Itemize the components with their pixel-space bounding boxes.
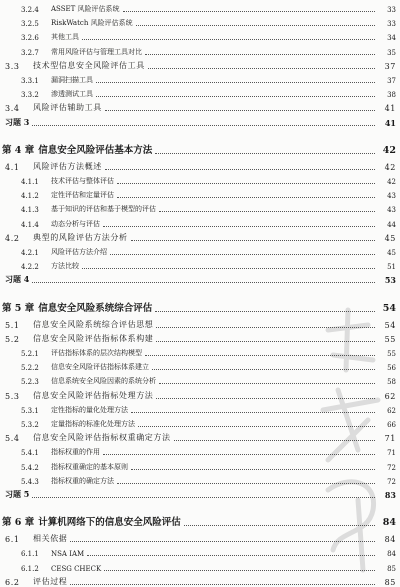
toc-page-number: 66 (387, 421, 396, 429)
toc-number: 4.2.1 (21, 249, 39, 257)
toc-page-number: 53 (384, 275, 396, 286)
toc-title: 信息安全风险系统综合评估思想 (33, 319, 154, 329)
toc-number: 3.3.2 (21, 91, 39, 100)
dot-leader (70, 540, 375, 542)
toc-subsection-entry (0, 45, 400, 57)
dot-leader (159, 210, 375, 212)
toc-page-number: 71 (384, 434, 396, 444)
toc-page-number: 34 (387, 34, 396, 43)
toc-page-number: 84 (387, 550, 396, 559)
toc-section-entry (0, 59, 400, 71)
toc-title: 定量指标的标准化处理方法 (51, 420, 135, 428)
toc-page-number: 33 (387, 20, 396, 29)
toc-page-number: 38 (387, 91, 396, 100)
toc-number: 5.4.3 (21, 477, 39, 486)
dot-leader (32, 281, 375, 283)
toc-subsection-entry (0, 87, 400, 99)
dot-leader (159, 382, 375, 384)
toc-title: 指标权重确定的基本原则 (51, 462, 128, 471)
toc-number: 第 5 章 (2, 302, 35, 314)
toc-number: 3.2.7 (21, 48, 39, 57)
toc-page-number: 43 (387, 192, 396, 201)
toc-title: 信息安全风险评估指标处理方法 (33, 390, 154, 400)
toc-title: ASSET 风险评估系统 (51, 5, 120, 13)
dot-leader (87, 554, 375, 556)
dot-leader (145, 354, 375, 356)
toc-page-number: 85 (384, 577, 396, 587)
dot-leader (156, 340, 375, 342)
toc-number: 5.3.2 (21, 421, 39, 429)
toc-title: 指标权重的确定方法 (51, 476, 114, 485)
toc-page-number: 51 (387, 263, 396, 272)
toc-title: 信息安全风险评估指标权重确定方法 (33, 433, 171, 443)
toc-title: 信息安全风险评估指标体系建立 (51, 363, 149, 372)
toc-title: 信息安全风险系统综合评估 (38, 302, 153, 314)
dot-leader (32, 124, 375, 126)
toc-page-number: 62 (387, 406, 396, 415)
dot-leader (148, 67, 375, 69)
toc-number: 5.2.1 (21, 350, 39, 358)
toc-title: NSA IAM (51, 550, 85, 559)
toc-subsection-entry (0, 417, 400, 429)
toc-page-number: 44 (387, 220, 396, 229)
toc-number: 5.2.2 (21, 364, 39, 373)
toc-number: 3.2.4 (21, 6, 39, 14)
toc-title: CESG CHECK (51, 564, 102, 573)
dot-leader (70, 583, 375, 585)
toc-page-number: 41 (384, 117, 396, 128)
toc-number: 6.2 (5, 577, 20, 587)
dot-leader (105, 109, 375, 111)
toc-subsection-entry (0, 346, 400, 358)
toc-subsection-entry (0, 546, 400, 558)
toc-number: 4.1.3 (21, 206, 39, 215)
toc-subsection-entry (0, 561, 400, 573)
toc-section-entry (0, 431, 400, 443)
dot-leader (105, 168, 375, 170)
dot-leader (131, 411, 375, 413)
toc-number: 第 6 章 (2, 517, 35, 529)
toc-title: 动态分析与评估 (51, 219, 100, 228)
toc-title: 信息安全风险评估指标体系构建 (33, 333, 154, 343)
dot-leader (82, 267, 375, 269)
toc-title: 相关依据 (33, 534, 68, 544)
toc-page-number: 33 (387, 6, 396, 14)
toc-number: 4.1.2 (21, 192, 39, 201)
toc-section-entry (0, 101, 400, 113)
toc-page-number: 54 (382, 302, 396, 314)
toc-page-number: 55 (384, 334, 396, 344)
toc-title: RiskWatch 风险评估系统 (51, 19, 133, 28)
toc-number: 习题 5 (5, 489, 30, 499)
dot-leader (184, 524, 375, 526)
toc-exercise-entry (0, 488, 400, 500)
toc-number: 5.2.3 (21, 378, 39, 387)
toc-page-number: 58 (387, 378, 396, 387)
dot-leader (136, 24, 375, 26)
toc-subsection-entry (0, 403, 400, 415)
toc-subsection-entry (0, 30, 400, 42)
toc-page-number: 84 (384, 535, 396, 545)
toc-subsection-entry (0, 2, 400, 14)
toc-number: 6.1.2 (21, 564, 39, 573)
toc-title: 其他工具 (51, 33, 79, 42)
toc-subsection-entry (0, 259, 400, 271)
toc-page-number: 43 (387, 206, 396, 215)
toc-number: 4.1 (5, 162, 20, 172)
toc-subsection-entry (0, 245, 400, 257)
dot-leader (152, 368, 375, 370)
toc-title: 技术型信息安全风险评估工具 (33, 60, 145, 70)
toc-title: 常用风险评估与管理工具对比 (51, 47, 142, 56)
toc-page-number: 71 (387, 449, 396, 458)
dot-leader (156, 397, 375, 399)
toc-section-entry (0, 318, 400, 330)
toc-page-number: 62 (384, 391, 396, 401)
toc-title: 评估过程 (33, 576, 68, 586)
dot-leader (155, 152, 375, 154)
toc-title: 指标权重的作用 (51, 448, 100, 457)
toc-title: 信息安全风险评估基本方法 (38, 144, 153, 156)
toc-page-number: 54 (384, 320, 396, 330)
toc-subsection-entry (0, 445, 400, 457)
dot-leader (174, 439, 375, 441)
dot-leader (145, 53, 375, 55)
toc-page-number: 42 (382, 144, 396, 156)
toc-title: 信息系统安全风险因素的系统分析 (51, 377, 156, 386)
dot-leader (103, 225, 375, 227)
dot-leader (131, 239, 375, 241)
toc-subsection-entry (0, 474, 400, 486)
toc-subsection-entry (0, 217, 400, 229)
toc-subsection-entry (0, 360, 400, 372)
toc-number: 3.4 (5, 104, 20, 114)
toc-section-entry (0, 332, 400, 344)
toc-number: 6.1.1 (21, 550, 39, 559)
toc-subsection-entry (0, 202, 400, 214)
toc-number: 3.2.6 (21, 34, 39, 43)
dot-leader (117, 196, 375, 198)
toc-title: 方法比较 (51, 262, 79, 271)
dot-leader (104, 569, 375, 571)
toc-title: 漏洞扫描工具 (51, 76, 93, 84)
dot-leader (110, 253, 375, 255)
toc-subsection-entry (0, 73, 400, 85)
dot-leader (103, 453, 375, 455)
toc-title: 风险评估方法介绍 (51, 248, 107, 256)
toc-page-number: 84 (382, 517, 396, 529)
toc-subsection-entry (0, 174, 400, 186)
dot-leader (117, 482, 375, 484)
toc-title: 计算机网络下的信息安全风险评估 (38, 517, 181, 529)
toc-page-number: 56 (387, 364, 396, 373)
toc-number: 习题 3 (5, 116, 30, 127)
toc-number: 5.4 (5, 434, 20, 444)
toc-section-entry (0, 575, 400, 587)
dot-leader (123, 10, 375, 12)
toc-number: 5.4.2 (21, 463, 39, 472)
toc-number: 4.2.2 (21, 263, 39, 272)
toc-number: 5.1 (5, 320, 20, 330)
toc-number: 第 4 章 (2, 144, 35, 156)
toc-title: 评估指标体系的层次结构模型 (51, 349, 142, 357)
toc-page-number: 35 (387, 48, 396, 57)
toc-number: 4.1.1 (21, 178, 39, 186)
toc-title: 风险评估辅助工具 (33, 103, 102, 113)
toc-page-number: 83 (384, 490, 396, 500)
toc-exercise-entry (0, 273, 400, 285)
toc-number: 习题 4 (5, 274, 30, 285)
toc-section-entry (0, 160, 400, 172)
toc-section-entry (0, 231, 400, 243)
dot-leader (82, 38, 375, 40)
toc-title: 定性评估和定量评估 (51, 191, 114, 200)
dot-leader (131, 468, 375, 470)
toc-page-number: 55 (387, 350, 396, 358)
toc-title: 基于知识的评估和基于模型的评估 (51, 205, 156, 214)
toc-number: 3.3 (5, 61, 20, 71)
dot-leader (138, 425, 375, 427)
toc-title: 风险评估方法概述 (33, 161, 102, 171)
toc-page-number: 72 (387, 477, 396, 486)
toc-page-number: 45 (384, 233, 396, 243)
toc-number: 5.3.1 (21, 406, 39, 415)
toc-chapter-entry (0, 516, 400, 528)
dot-leader (156, 326, 375, 328)
toc-page-number: 37 (384, 61, 396, 71)
toc-page-number: 85 (387, 564, 396, 573)
toc-subsection-entry (0, 188, 400, 200)
toc-section-entry (0, 532, 400, 544)
toc-chapter-entry (0, 302, 400, 314)
toc-title: 技术评估与整体评估 (51, 177, 114, 185)
toc-page-number: 37 (387, 77, 396, 85)
toc-number: 5.2 (5, 334, 20, 344)
toc-number: 5.4.1 (21, 449, 39, 458)
toc-section-entry (0, 389, 400, 401)
toc-title: 渗透测试工具 (51, 90, 93, 99)
dot-leader (96, 95, 375, 97)
dot-leader (96, 81, 375, 83)
toc-page-number: 42 (387, 178, 396, 186)
toc-page-number: 41 (384, 104, 396, 114)
toc-subsection-entry (0, 460, 400, 472)
toc-number: 4.1.4 (21, 220, 39, 229)
dot-leader (32, 496, 375, 498)
toc-number: 3.2.5 (21, 20, 39, 29)
toc-number: 6.1 (5, 535, 20, 545)
dot-leader (117, 182, 375, 184)
toc-number: 5.3 (5, 391, 20, 401)
dot-leader (155, 310, 375, 312)
toc-page-number: 42 (384, 162, 396, 172)
toc-page-number: 72 (387, 463, 396, 472)
toc-chapter-entry (0, 144, 400, 156)
toc-subsection-entry (0, 16, 400, 28)
toc-page-number: 45 (387, 249, 396, 257)
toc-subsection-entry (0, 374, 400, 386)
toc-title: 定性指标的量化处理方法 (51, 405, 128, 414)
toc-number: 4.2 (5, 233, 20, 243)
toc-title: 典型的风险评估方法分析 (33, 232, 128, 242)
toc-number: 3.3.1 (21, 77, 39, 85)
toc-exercise-entry (0, 116, 400, 128)
